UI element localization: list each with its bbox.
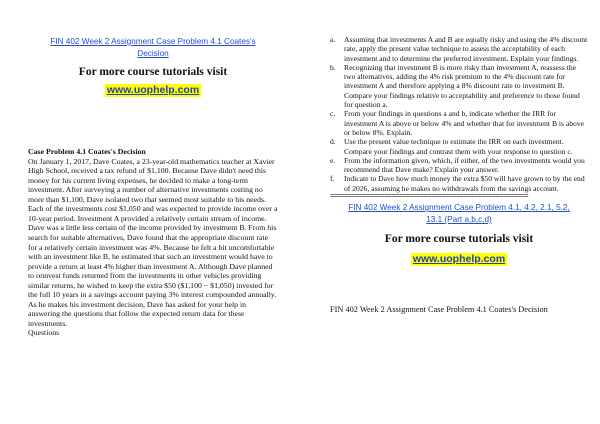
- right-column: [330, 0, 588, 315]
- question-marker: d.: [330, 137, 336, 147]
- question-marker: f.: [330, 174, 335, 184]
- footer-title: FIN 402 Week 2 Assignment Case Problem 4.1 Coates's Decision: [330, 305, 548, 315]
- right-course-link[interactable]: [330, 202, 588, 226]
- question-marker: e.: [330, 155, 336, 165]
- questions-list: [330, 35, 588, 193]
- question-c: [330, 109, 588, 137]
- question-d: [330, 137, 588, 156]
- case-heading: Case Problem 4.1 Coates's Decision: [28, 147, 146, 156]
- separator-line: =======================================================: [330, 193, 529, 202]
- questions-heading: Questions: [28, 328, 60, 338]
- question-e: [330, 156, 588, 175]
- left-course-link[interactable]: [28, 36, 278, 60]
- case-paragraph-3: As he makes his investment decision, Dave has asked for your help in answering the questions that follow the expected return data for these investments.: [28, 299, 247, 328]
- right-link-line1: FIN 402 Week 2 Assignment Case Problem 4.1, 4.2, 2.1, 5.2,: [348, 203, 570, 213]
- question-marker: a.: [330, 35, 336, 44]
- left-link-line1: FIN 402 Week 2 Assignment Case Problem 4.1 Coates's: [50, 37, 256, 46]
- right-promo-text: For more course tutorials visit: [384, 233, 534, 246]
- left-link-line2: Decision: [137, 49, 169, 58]
- left-promo-text: For more course tutorials visit: [78, 66, 228, 78]
- question-text: Recognizing that investment B is more risky than investment A, reassess the two alternatives, adding the 4% risk premium to the 4% discount rate for investment A and therefore applying a 8% discount rate to investment B. Compare your findings relative to acceptability and preference to those found for question a.: [344, 62, 580, 110]
- right-link-line2: 13.1 (Part a,b,c,d): [426, 215, 492, 225]
- question-text: From the information given, which, if either, of the two investments would you recommend that Dave make? Explain your answer.: [344, 155, 585, 175]
- question-text: Use the present value technique to estimate the IRR on each investment. Compare your findings and contrast them with your response to question c.: [344, 137, 573, 156]
- question-b: [330, 63, 588, 109]
- question-text: From your findings in questions a and b, indicate whether the IRR for investment A is above or below 4% and whether that for investment B is above or below 8%. Explain.: [344, 109, 584, 137]
- case-paragraph-2: Each of the investments cost $1,050 and was expected to provide income over a 10-year period. Investment A provided a relatively certain stream of income. Dave was a little less certain of the income provided by investment B. From his search for suitable alternatives, Dave found that the appropriate discount rate for a relatively certain investment was 4%. Because he felt a bit uncomfortable with an investment like B, he estimated that such an investment would have to provide a return at least 4% higher than investment A. Although Dave planned to reinvest funds returned from the investments in other vehicles providing similar returns, he wished to keep the extra $50 ($1,100 − $1,050) invested for the full 10 years in a savings account paying 3% interest compounded annually.: [28, 204, 278, 300]
- left-column: [28, 0, 278, 338]
- question-text: Assuming that investments A and B are equally risky and using the 4% discount rate, apply the present value technique to assess the acceptability of each investment and to determine the preferred investment. Explain your findings.: [344, 35, 588, 63]
- right-site-link[interactable]: www.uophelp.com: [412, 253, 506, 266]
- question-marker: b.: [330, 62, 336, 72]
- question-f: [330, 174, 588, 193]
- question-text: Indicate to Dave how much money the extra $50 will have grown to by the end of 2026, assuming he makes no withdrawals from the savings account.: [344, 174, 585, 193]
- case-paragraph-1: On January 1, 2017, Dave Coates, a 23-year-old mathematics teacher at Xavier High School, received a tax refund of $1,100. Because Dave didn't need this money for his current living expenses, he decided to make a long-term investment. After surveying a number of alternative investments costing no more than $1,100, Dave isolated two that seemed most suitable to his needs.: [28, 156, 275, 204]
- question-marker: c.: [330, 109, 336, 119]
- left-top-spacer: [28, 0, 278, 36]
- question-a: [330, 35, 588, 63]
- left-site-link[interactable]: www.uophelp.com: [106, 84, 200, 96]
